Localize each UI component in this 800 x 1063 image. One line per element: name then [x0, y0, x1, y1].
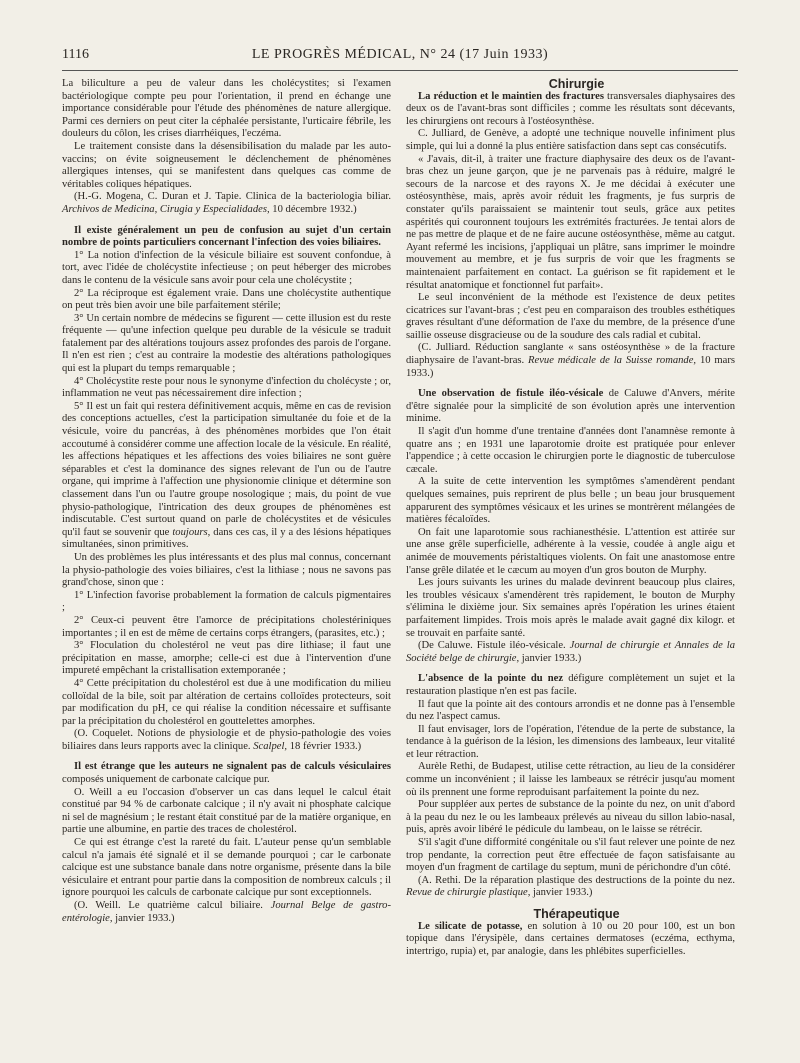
citation: (O. Weill. Le quatrième calcul biliaire. Journal Belge de gastro-entérologie, janvier 1933.) — [62, 900, 391, 924]
paragraph: S'il s'agit d'une difformité congénitale ou s'il faut relever une pointe de nez trop pendante, la correction peut être effectuée de façon satisfaisante au moyen d'un fragment de cartilage du septum, muni de périchondre d'un côté. — [406, 837, 735, 874]
paragraph: A la suite de cette intervention les symptômes s'amendèrent pendant quelques semaines, puis reprirent de plus belle ; un beau jour brusquement apparurent des symptômes vésicaux et les urines se montrèrent mélangées de matières fécaloïdes. — [406, 476, 735, 526]
paragraph: 5° Il est un fait qui restera définitivement acquis, même en cas de revision des conceptions actuelles, c'est la participation simultanée du foie et de la vésicule, voire du pancréas, à des phénomènes morbides que l'on était accoutumé à considérer comme une affection locale de la vésicule. En réalité, les affections hépatiques et les affections des voies biliaires ne sont guère séparables et c'est la dominance des signes relevant de l'un ou de l'autre organe, qui imprime à l'affection une physionomie clinique et détermine son classement dans l'un ou l'autre groupe nosologique ; mais, du point de vue physio-pathologique, l'intrication des deux groupes de phénomènes est indiscutable. C'est surtout quand on parle de cholécystites et de vésicules qu'il faut se souvenir que toujours, dans ces cas, il y a des lésions hépatiques simultanées, sinon primitives. — [62, 400, 391, 551]
paragraph: Le traitement consiste dans la désensibilisation du malade par les auto-vaccins; on évite soigneusement le déclenchement de phénomènes allergiques intenses, qui se manifestent dans quelques cas comme de véritables coliques hépatiques. — [62, 140, 391, 190]
citation: (De Caluwe. Fistule iléo-vésicale. Journal de chirurgie et Annales de la Société belge de chirurgie, janvier 1933.) — [406, 640, 735, 664]
citation: (O. Coquelet. Notions de physiologie et de physio-pathologie des voies biliaires dans leurs rapports avec la clinique. Scalpel, 18 février 1933.) — [62, 728, 391, 752]
paragraph: La biliculture a peu de valeur dans les cholécystites; si l'examen bactériologique compte peu pour l'orientation, il prend en échange une importance considérable pour l'étude des phénomènes de nature allergique. Parmi ces derniers on peut citer la céphalée persistante, l'urticaire fébrile, les douleurs du côlon, les crises diarrhéiques, l'eczéma. — [62, 78, 391, 140]
article-heading: Le silicate de potasse, en solution à 10 ou 20 pour 100, est un bon topique dans l'érysipèle, dans certaines dermatoses (eczéma, ecthyma, intertrigo, rupia) et, par analogie, dans les phlébites superficielles. — [406, 920, 735, 957]
paragraph: 1° L'infection favorise probablement la formation de calculs pigmentaires ; — [62, 589, 391, 614]
article-heading: Il existe généralement un peu de confusion au sujet d'un certain nombre de points particuliers concernant l'infection des voies biliaires. — [62, 224, 391, 249]
paragraph: C. Julliard, de Genève, a adopté une technique nouvelle infiniment plus simple, qui lui a donné la plus entière satisfaction dans sept cas consécutifs. — [406, 128, 735, 152]
page-number: 1116 — [62, 47, 89, 62]
article-heading: Il est étrange que les auteurs ne signalent pas de calculs vésiculaires composés uniquement de carbonate calcique pur. — [62, 761, 391, 786]
paragraph: Pour suppléer aux pertes de substance de la pointe du nez, on unit d'abord à la peau du nez le ou les lambeaux prélevés au niveau du sillon labio-nasal, puis, après avoir libéré le pédicule du lambeau, on le laisse se rétrécir. — [406, 799, 735, 836]
left-column — [62, 78, 391, 925]
paragraph: 1° La notion d'infection de la vésicule biliaire est souvent confondue, à tort, avec l'idée de cholécystite infectieuse ; on peut héberger des microbes dans le contenu de la vésicule sans avoir pour cela une cholécystite ; — [62, 249, 391, 286]
paragraph: Il faut que la pointe ait des contours arrondis et ne donne pas à l'ensemble du nez l'aspect camus. — [406, 698, 735, 723]
section-title-chirurgie: Chirurgie — [548, 77, 605, 91]
paragraph: 4° Cholécystite reste pour nous le synonyme d'infection du cholécyste ; or, inflammation ne veut pas nécessairement dire infection ; — [62, 375, 391, 400]
paragraph: Il faut envisager, lors de l'opération, l'étendue de la perte de substance, la tendance à la guérison de la lésion, les dimensions des lambeaux, leur vitalité et leur rétraction. — [406, 723, 735, 760]
right-column — [406, 78, 735, 958]
paragraph: Aurèle Rethi, de Budapest, utilise cette rétraction, au lieu de la considérer comme un inconvénient ; il laisse les lambeaux se rétrécir jusqu'au moment où ils prennent une forme reproduisant parfaitement la pointe du nez. — [406, 761, 735, 798]
citation: (A. Rethi. De la réparation plastique des destructions de la pointe du nez. Revue de chirurgie plastique, janvier 1933.) — [406, 874, 735, 899]
paragraph: 4° Cette précipitation du cholestérol est due à une modification du milieu colloïdal de la bile, soit par altération de certains colloïdes protecteurs, soit par modification du pH, ce qui réalise la condition nécessaire et suffisante par la précipitation du cholestérol en gouttelettes amorphes. — [62, 677, 391, 727]
paragraph: On fait une laparotomie sous rachianesthésie. L'attention est attirée sur une anse grêle superficielle, adhérente à la vessie, coudée à angle aigu et animée de mouvements péristaltiques violents. On fait une anastomose entre l'anse grêle dilatée et le cæcum au moyen d'un gros bouton de Murphy. — [406, 526, 735, 576]
page-header — [62, 47, 738, 67]
paragraph: 2° La réciproque est également vraie. Dans une cholécystite authentique on peut très bien avoir une bile parfaitement stérile; — [62, 287, 391, 312]
paragraph: O. Weill a eu l'occasion d'observer un cas dans lequel le calcul était constitué par 94 % de carbonate calcique ; il n'y avait ni phosphate calcique ni sel de magnésium ; le restant était constitué par de la matière organique, en partie une albumine, en partie des traces de cholestérol. — [62, 786, 391, 836]
citation: (H.-G. Mogena, C. Duran et J. Tapie. Clinica de la bacteriologia biliar. Archivos de Medicina, Cirugia y Especialidades, 10 décembre 1932.) — [62, 191, 391, 215]
header-rule — [62, 70, 738, 71]
article-heading: La réduction et le maintien des fractures transversales diaphysaires des deux os de l'avant-bras sont difficiles ; comme les résultats sont décevants, les chirurgiens ont recours à l'ostéosynthèse. — [406, 90, 736, 127]
paragraph: 3° Floculation du cholestérol ne veut pas dire lithiase; il faut une précipitation en masse, amorphe; celle-ci est due à l'intervention d'une impureté empêchant la cristallisation extemporanée ; — [62, 640, 391, 677]
paragraph: Ce qui est étrange c'est la rareté du fait. L'auteur pense qu'un semblable calcul n'a jamais été signalé et il se demande pourquoi ; car le carbonate calcique est une substance banale dans notre organisme, présente dans la bile vésiculaire et entrant pour partie dans la composition de nombreux calculs ; il ignore pourquoi les calculs de carbonate calcique pur sont exceptionnels. — [62, 837, 391, 899]
paragraph: Le seul inconvénient de la méthode est l'existence de deux petites cicatrices sur l'avant-bras ; c'est peu en comparaison des troubles esthétiques graves résultant d'une déformation de l'axe du membre, de la présence d'une saillie osseuse disgracieuse ou de la soudure des cals radial et cubital. — [406, 292, 735, 341]
citation: (C. Julliard. Réduction sanglante « sans ostéosynthèse » de la fracture diaphysaire de l'avant-bras. Revue médicale de la Suisse romande, 10 mars 1933.) — [406, 342, 735, 379]
section-title-therapeutique: Thérapeutique — [533, 907, 620, 921]
article-heading: Une observation de fistule iléo-vésicale de Caluwe d'Anvers, mérite d'être signalée pour la simplicité de son évolution après une intervention minime. — [406, 388, 735, 425]
paragraph: Les jours suivants les urines du malade devinrent beaucoup plus claires, les troubles vésicaux s'amendèrent très rapidement, le bouton de Murphy s'élimina le dixième jour. Six semaines après l'opération les urines étaient parfaitement limpides. Trois mois après le malade avait gagné dix kilogr. et se trouvait en parfaite santé. — [406, 577, 735, 639]
paragraph: « J'avais, dit-il, à traiter une fracture diaphysaire des deux os de l'avant-bras chez un jeune garçon, que je ne parvenais pas à réduire, malgré le secours de la narcose et des rayons X. Je me décidai à exécuter une ostéosynthèse, mais, après avoir réduit les fragments, je fus surpris de constater qu'ils paraissaient se maintenir tout seuls, grâce aux petites aspérités qui couronnent toujours les extrémités fracturées. Je tentai alors de ne pas mettre de plaque et de ne faire aucune ostéosynthèse, même au catgut. Ayant refermé les incisions, j'appliquai un plâtre, sans imprimer le moindre mouvement au membre, et je fus surpris de voir que les fragments se maintenaient parfaitement en contact. La guérison se fit rapidement et le résultat anatomique et fonctionnel fut parfait». — [406, 153, 735, 291]
running-title: LE PROGRÈS MÉDICAL, N° 24 (17 Juin 1933) — [251, 47, 549, 62]
article-heading: L'absence de la pointe du nez défigure complètement un sujet et la restauration plastique n'en est pas facile. — [406, 673, 735, 697]
paragraph: Un des problèmes les plus intéressants et des plus mal connus, concernant la physio-pathologie des voies biliaires, c'est la lithiase ; nous ne savons pas grand'chose, sinon que : — [62, 551, 391, 589]
paragraph: 3° Un certain nombre de médecins se figurent — cette illusion est du reste fréquente — qu'une infection quelque peu durable de la vésicule se traduit fatalement par des altérations toujours assez profondes des parois de l'organe. Il n'en est rien ; c'est au contraire la modestie des altérations pathologiques qui est la plupart du temps remarquable ; — [62, 312, 391, 375]
paragraph: Il s'agit d'un homme d'une trentaine d'années dont l'anamnèse remonte à quatre ans ; en 1931 une laparotomie droite est pratiquée pour enlever l'appendice ; à cette occasion le chirurgien porte le diagnostic de tuberculose cæcale. — [406, 426, 735, 475]
paragraph: 2° Ceux-ci peuvent être l'amorce de précipitations cholestériniques importantes ; il en est de même de certains corps étrangers, (parasites, etc.) ; — [62, 614, 391, 639]
